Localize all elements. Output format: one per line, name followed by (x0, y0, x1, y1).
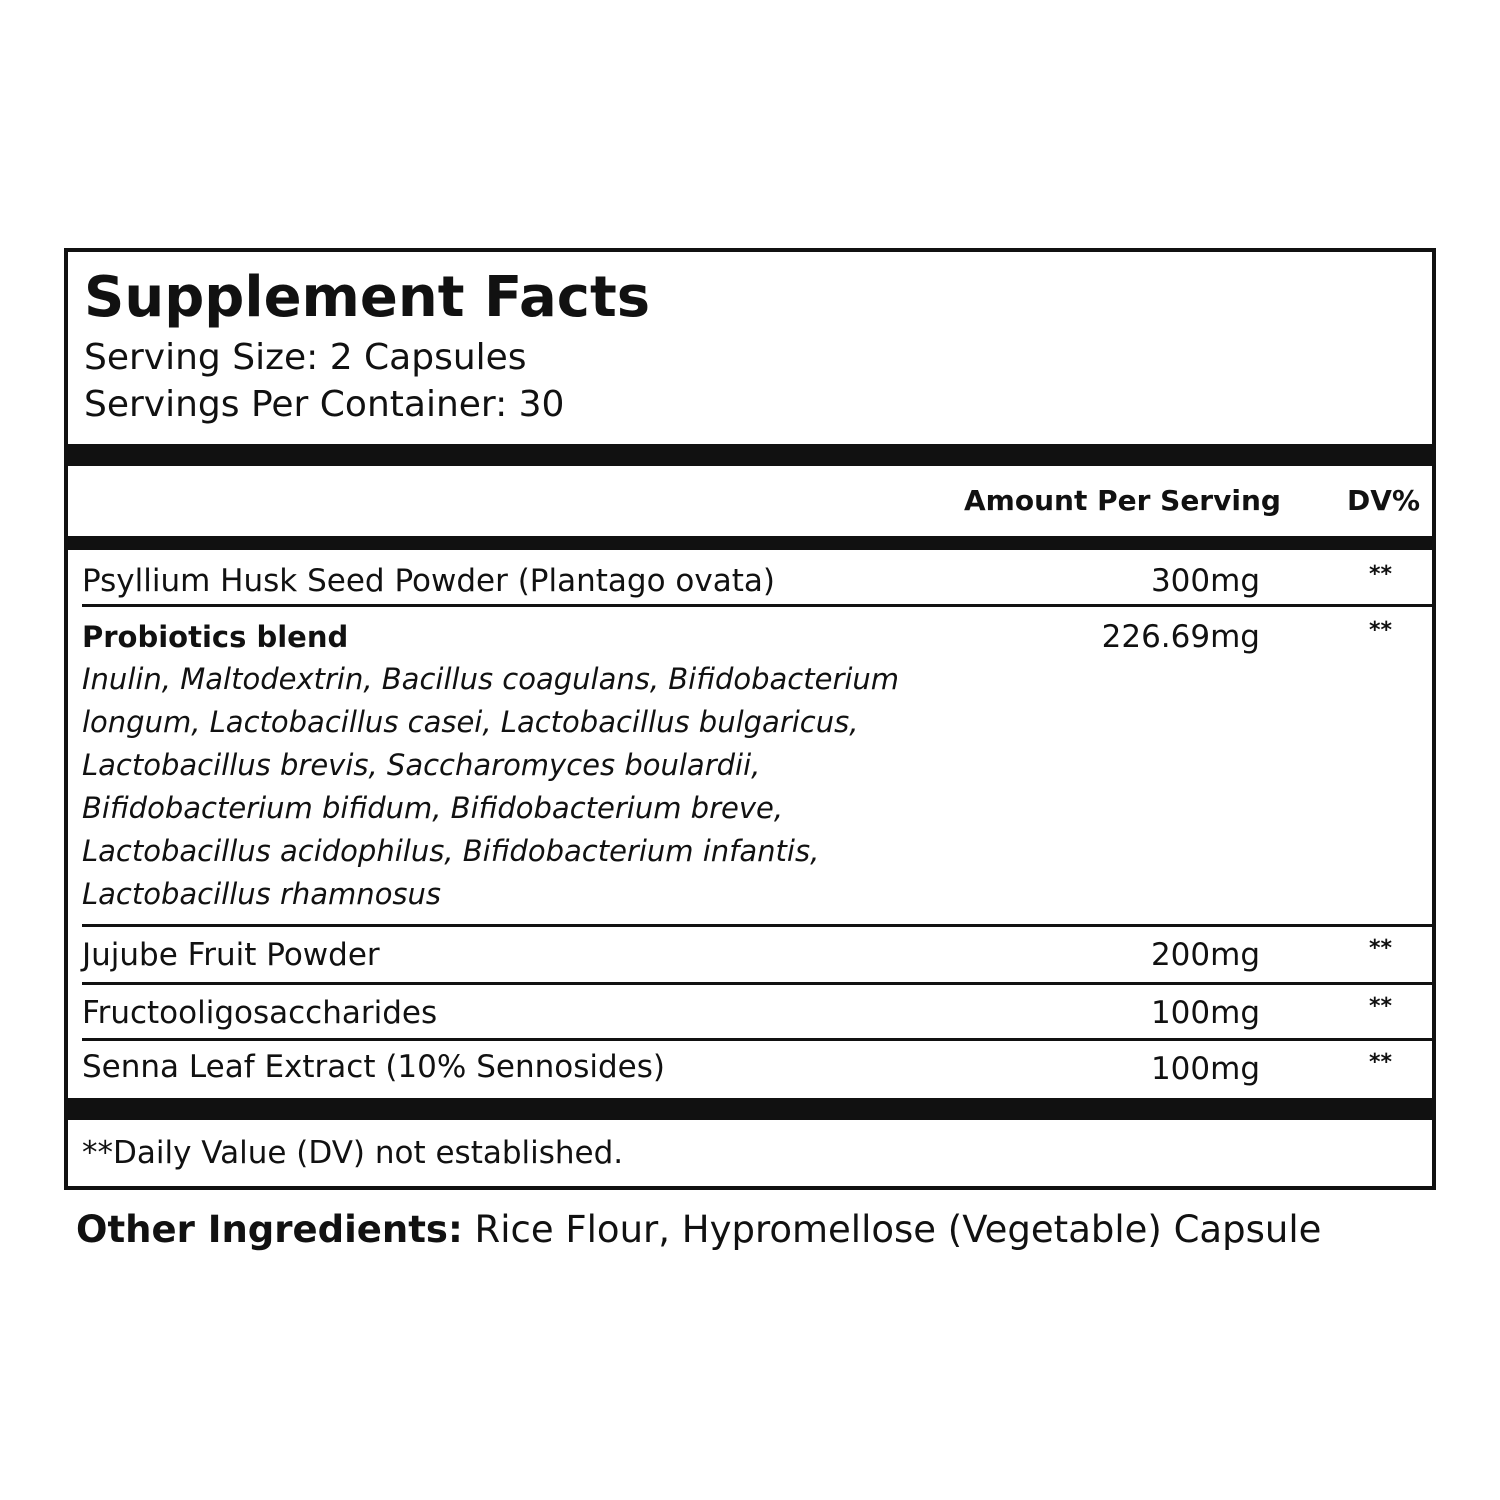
header-dv: DV% (1347, 484, 1420, 517)
medium-divider (68, 536, 1432, 550)
probiotics-ingredients: Inulin, Maltodextrin, Bacillus coagulans, Bifidobacterium longum, Lactobacillus casei, Lactobacillus bulgaricus, Lactobacillus brevis, Saccharomyces boulardii, Bifidobacterium bifidum, Bifidobacterium breve, Lactobacillus acidophilus, Bifidobacterium infantis, Lactobacillus rhamnosus (82, 662, 900, 911)
row-name-psyllium: Psyllium Husk Seed Powder (Plantago ovata) (82, 563, 775, 599)
row-divider (82, 982, 1432, 985)
row-divider (82, 924, 1432, 927)
row-name-probiotics: Probiotics blend (82, 620, 349, 654)
serving-size: Serving Size: 2 Capsules (84, 337, 527, 378)
row-divider (82, 604, 1432, 607)
row-amount-jujube: 200mg (1150, 937, 1260, 973)
row-amount-fos: 100mg (1150, 995, 1260, 1031)
other-ingredients-label: Other Ingredients: (76, 1208, 463, 1251)
row-dv-psyllium: ** (1368, 562, 1392, 587)
row-amount-senna: 100mg (1150, 1051, 1260, 1087)
row-name-jujube: Jujube Fruit Powder (82, 937, 380, 973)
panel-title: Supplement Facts (84, 265, 651, 330)
row-dv-fos: ** (1368, 994, 1392, 1019)
thick-divider-bottom (68, 1098, 1432, 1120)
row-name-senna: Senna Leaf Extract (10% Sennosides) (82, 1049, 665, 1085)
row-divider (82, 1038, 1432, 1041)
row-amount-probiotics: 226.69mg (1101, 619, 1260, 655)
row-name-fos: Fructooligosaccharides (82, 995, 438, 1031)
row-amount-psyllium: 300mg (1150, 563, 1260, 599)
thick-divider-top (68, 444, 1432, 466)
other-ingredients (76, 1208, 1321, 1252)
header-amount: Amount Per Serving (964, 484, 1281, 517)
row-dv-jujube: ** (1368, 936, 1392, 961)
dv-footnote: **Daily Value (DV) not established. (82, 1135, 624, 1171)
servings-per-container: Servings Per Container: 30 (84, 384, 565, 425)
row-dv-senna: ** (1368, 1050, 1392, 1075)
row-dv-probiotics: ** (1368, 618, 1392, 643)
other-ingredients-value: Rice Flour, Hypromellose (Vegetable) Capsule (462, 1208, 1322, 1251)
supplement-facts-panel (64, 248, 1436, 1190)
